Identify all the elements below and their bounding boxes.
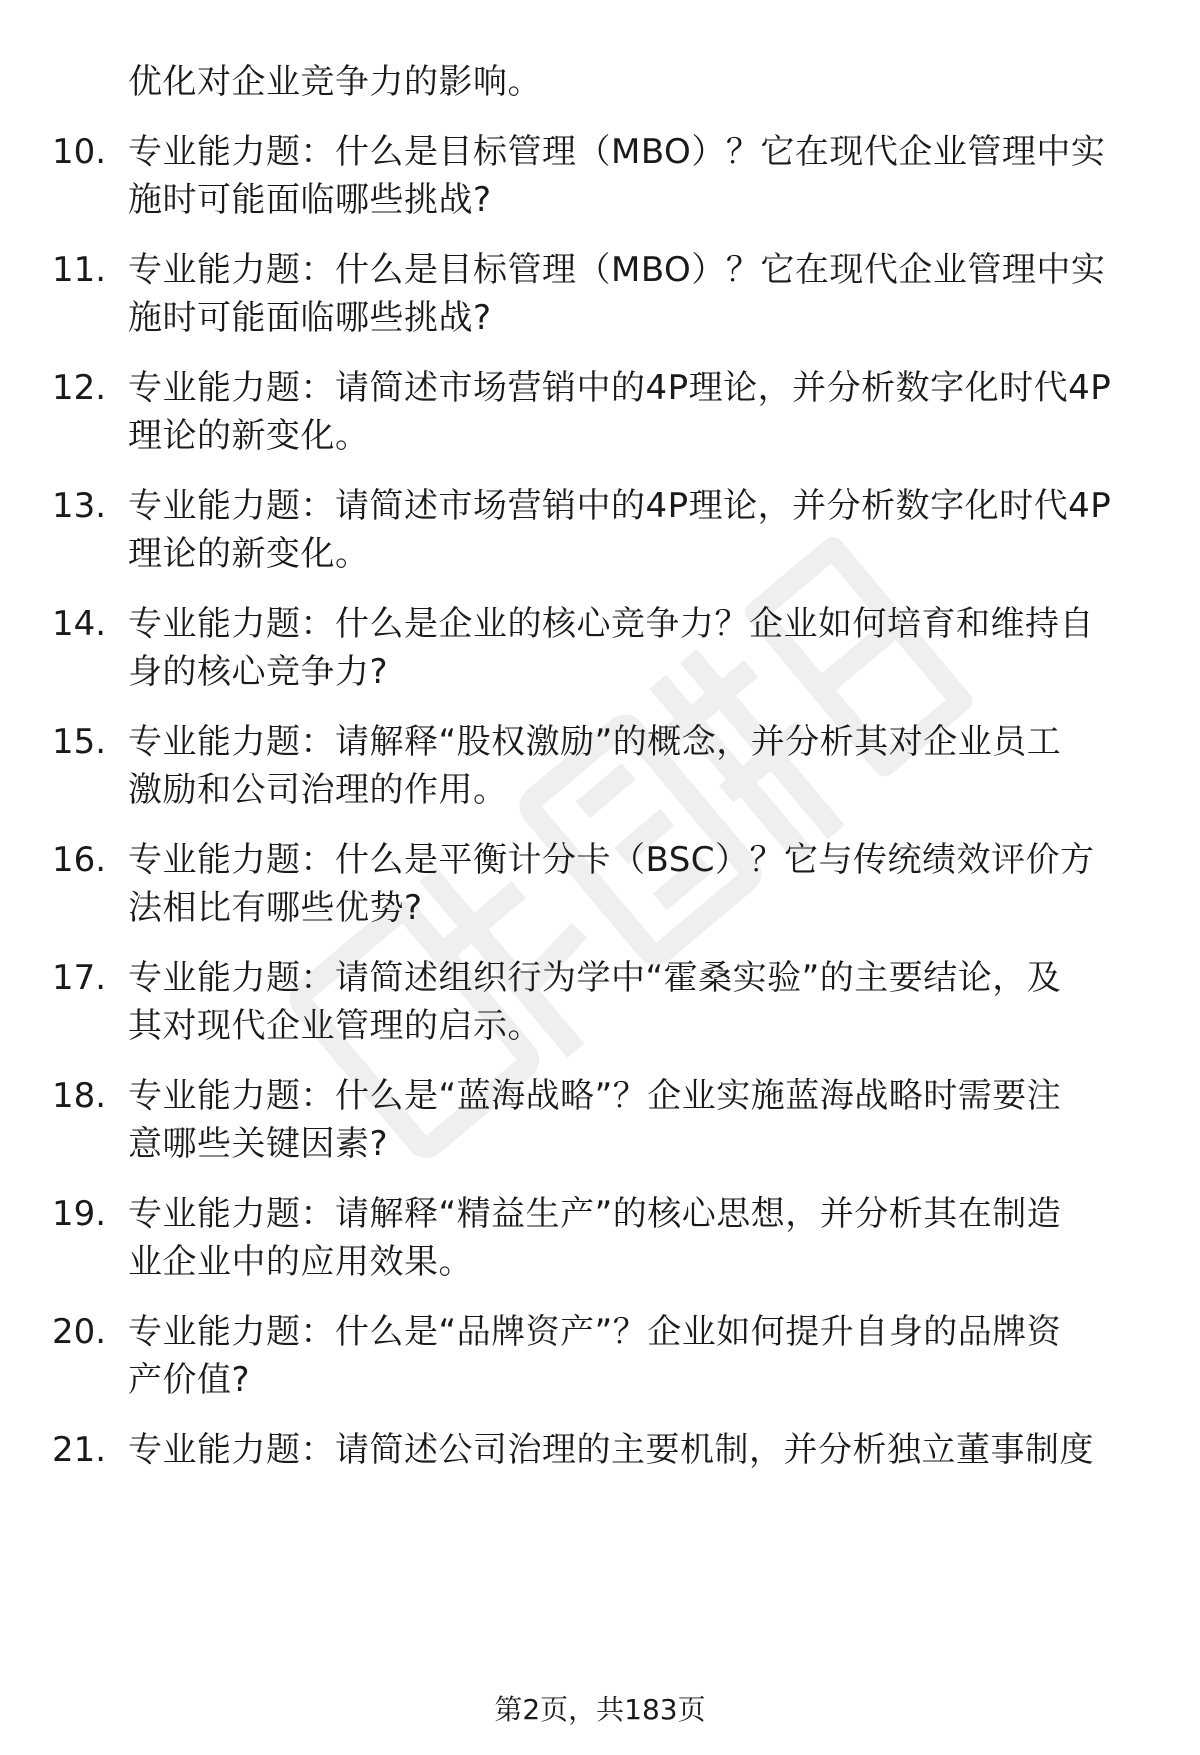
question-number: 13. (52, 486, 107, 526)
question-text (128, 1072, 1158, 1168)
question-text (128, 1308, 1158, 1404)
question-text-line: 其对现代企业管理的启示。 (128, 1006, 542, 1046)
question-text-line: 激励和公司治理的作用。 (128, 770, 508, 810)
question-text (128, 246, 1158, 342)
question-text-line: 意哪些关键因素? (128, 1124, 389, 1164)
question-number: 17. (52, 958, 107, 998)
continuation-text: 优化对企业竞争力的影响。 (128, 62, 542, 102)
question-text (128, 954, 1158, 1050)
question-number: 16. (52, 840, 107, 880)
question-text (128, 364, 1158, 460)
question-text-line: 施时可能面临哪些挑战? (128, 180, 492, 220)
question-text-line: 专业能力题：请简述公司治理的主要机制，并分析独立董事制度 (128, 1430, 1094, 1470)
question-number: 18. (52, 1076, 107, 1116)
question-text-line: 施时可能面临哪些挑战? (128, 298, 492, 338)
question-text-line: 法相比有哪些优势? (128, 888, 423, 928)
question-text-line: 专业能力题：什么是平衡计分卡（BSC）？它与传统绩效评价方 (128, 840, 1095, 880)
question-text-line: 专业能力题：请简述组织行为学中“霍桑实验”的主要结论，及 (128, 958, 1062, 998)
question-text-line: 专业能力题：什么是“品牌资产”？企业如何提升自身的品牌资 (128, 1312, 1062, 1352)
question-text-line: 产价值? (128, 1360, 251, 1400)
question-text (128, 600, 1158, 696)
question-text-line: 专业能力题：什么是目标管理（MBO）？它在现代企业管理中实 (128, 132, 1106, 172)
question-text (128, 836, 1158, 932)
question-text-line: 业企业中的应用效果。 (128, 1242, 473, 1282)
question-text (128, 128, 1158, 224)
question-text (128, 1426, 1158, 1474)
question-text-line: 身的核心竞争力? (128, 652, 389, 692)
question-text (128, 482, 1158, 578)
question-text-line: 专业能力题：请解释“精益生产”的核心思想，并分析其在制造 (128, 1194, 1062, 1234)
question-number: 14. (52, 604, 107, 644)
page-footer: 第2页，共183页 (494, 1693, 706, 1726)
question-number: 15. (52, 722, 107, 762)
question-text-line: 专业能力题：请解释“股权激励”的概念，并分析其对企业员工 (128, 722, 1062, 762)
question-text-line: 专业能力题：什么是“蓝海战略”？企业实施蓝海战略时需要注 (128, 1076, 1062, 1116)
question-number: 19. (52, 1194, 107, 1234)
question-number: 12. (52, 368, 107, 408)
question-text (128, 718, 1158, 814)
question-text-line: 理论的新变化。 (128, 416, 370, 456)
question-text-line: 理论的新变化。 (128, 534, 370, 574)
question-number: 11. (52, 250, 107, 290)
question-text-line: 专业能力题：请简述市场营销中的4P理论，并分析数字化时代4P (128, 486, 1112, 526)
question-text (128, 1190, 1158, 1286)
question-text-line: 专业能力题：什么是企业的核心竞争力？企业如何培育和维持自 (128, 604, 1094, 644)
question-number: 21. (52, 1430, 107, 1470)
question-text-line: 专业能力题：什么是目标管理（MBO）？它在现代企业管理中实 (128, 250, 1106, 290)
question-number: 20. (52, 1312, 107, 1352)
question-text-line: 专业能力题：请简述市场营销中的4P理论，并分析数字化时代4P (128, 368, 1112, 408)
question-number: 10. (52, 132, 107, 172)
